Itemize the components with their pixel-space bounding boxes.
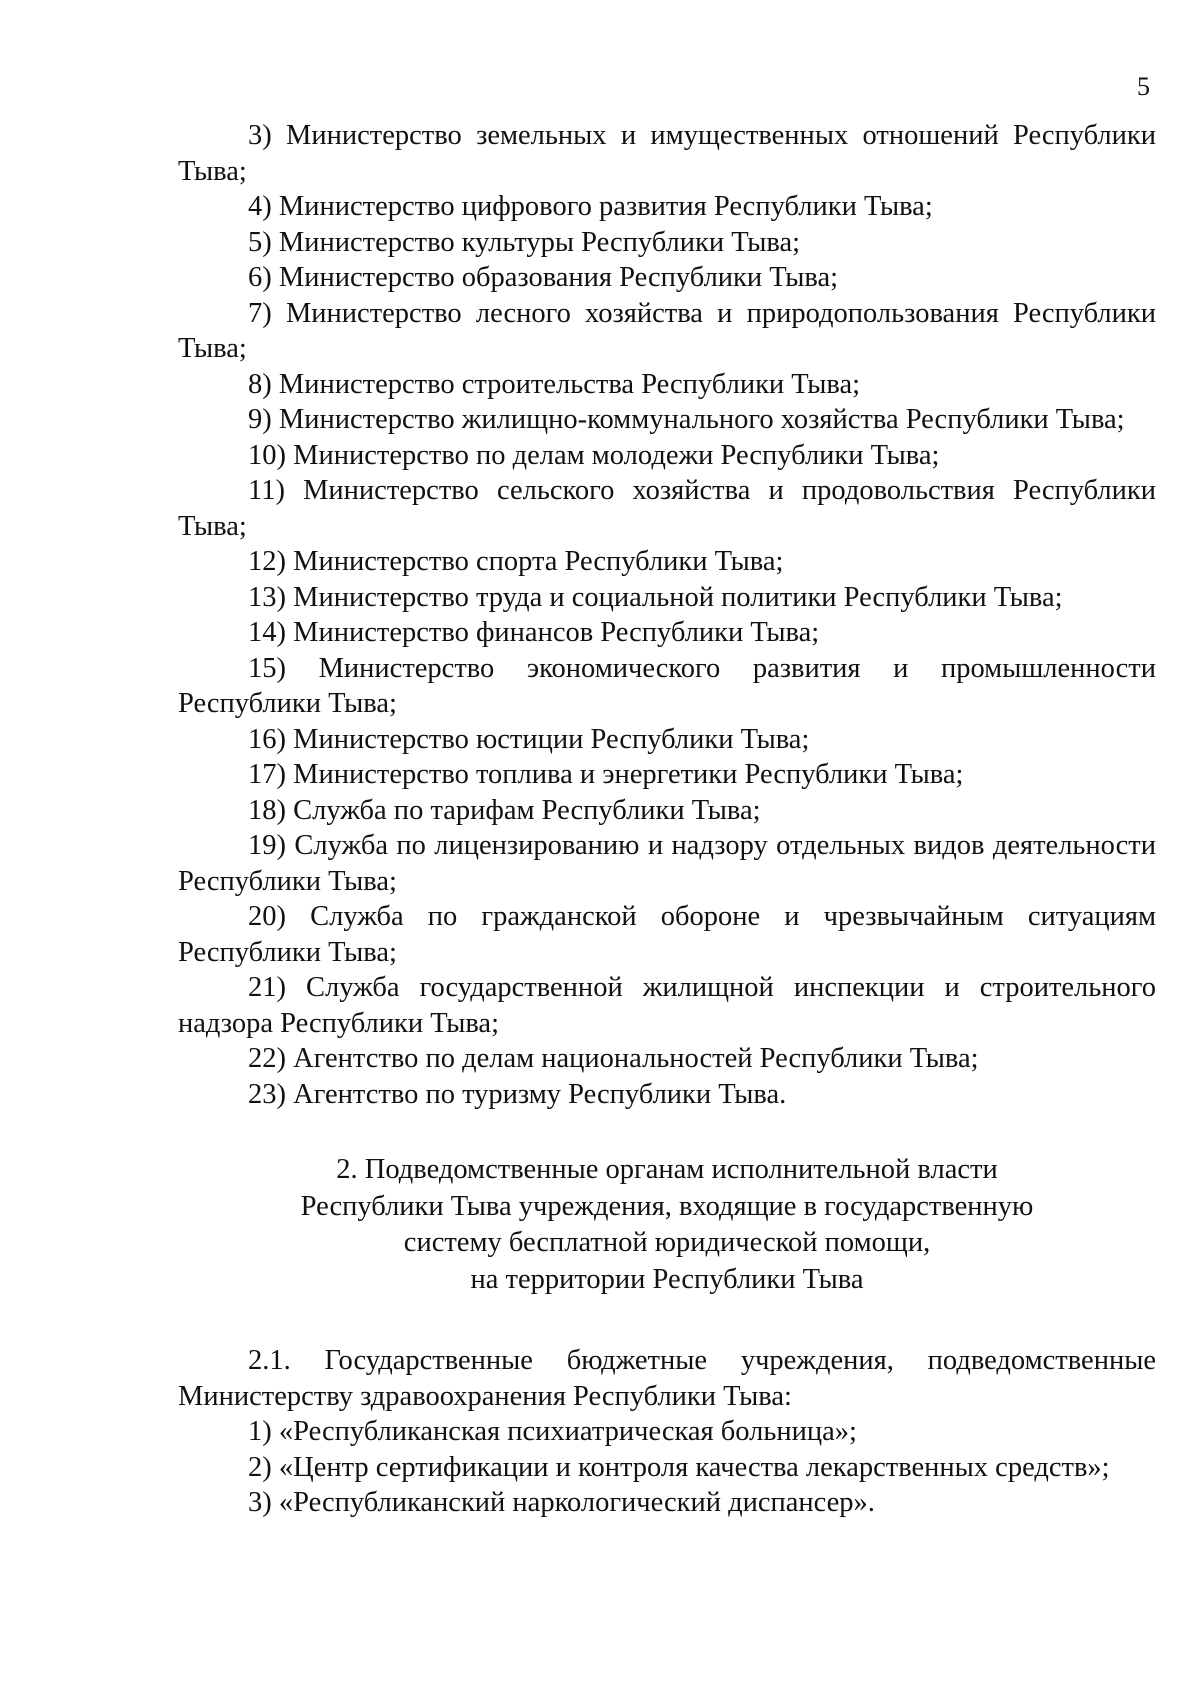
- list-item: 7) Министерство лесного хозяйства и природопользования Республики Тыва;: [178, 297, 1156, 364]
- list-item: 20) Служба по гражданской обороне и чрезвычайным ситуациям Республики Тыва;: [178, 901, 1156, 968]
- list-item: 19) Служба по лицензированию и надзору отдельных видов деятельности Республики Тыва;: [178, 830, 1156, 897]
- list-item: 16) Министерство юстиции Республики Тыва;: [248, 723, 810, 755]
- list-item: 12) Министерство спорта Республики Тыва;: [248, 546, 784, 577]
- section-heading-line: систему бесплатной юридической помощи,: [403, 1227, 931, 1258]
- list-item: 4) Министерство цифрового развития Республики Тыва;: [248, 191, 933, 222]
- list-item: 6) Министерство образования Республики Тыва;: [248, 262, 839, 293]
- list-item: 5) Министерство культуры Республики Тыва;: [248, 226, 801, 258]
- list-item: 8) Министерство строительства Республики Тыва;: [248, 368, 861, 400]
- list-item: 11) Министерство сельского хозяйства и продовольствия Республики Тыва;: [178, 475, 1156, 542]
- document-body: [178, 118, 1156, 1521]
- list-item: 14) Министерство финансов Республики Тыва;: [248, 617, 820, 648]
- section-heading-line: на территории Республики Тыва: [470, 1263, 864, 1295]
- list-item: 17) Министерство топлива и энергетики Республики Тыва;: [248, 759, 964, 790]
- section-heading-line: 2. Подведомственные органам исполнительной власти: [336, 1154, 998, 1185]
- list-item: 18) Служба по тарифам Республики Тыва;: [248, 794, 761, 826]
- executive-bodies-list: [178, 118, 1156, 1112]
- list-item: 21) Служба государственной жилищной инспекции и строительного надзора Республики Тыва;: [178, 972, 1156, 1039]
- list-item: 2) «Центр сертификации и контроля качества лекарственных средств»;: [248, 1451, 1110, 1483]
- list-item: 1) «Республиканская психиатрическая больница»;: [248, 1416, 857, 1447]
- subsection-intro: 2.1. Государственные бюджетные учреждения, подведомственные Министерству здравоохранения Республики Тыва:: [178, 1345, 1156, 1412]
- list-item: 10) Министерство по делам молодежи Республики Тыва;: [248, 439, 940, 471]
- list-item: 22) Агентство по делам национальностей Республики Тыва;: [248, 1043, 979, 1074]
- list-item: 3) «Республиканский наркологический диспансер».: [248, 1487, 875, 1518]
- list-item: 13) Министерство труда и социальной политики Республики Тыва;: [248, 581, 1063, 613]
- list-item: 3) Министерство земельных и имущественных отношений Республики Тыва;: [178, 120, 1156, 187]
- list-item: 9) Министерство жилищно-коммунального хозяйства Республики Тыва;: [248, 404, 1125, 435]
- section-heading: [178, 1152, 1156, 1298]
- page-number: 5: [1137, 72, 1150, 101]
- section-heading-line: Республики Тыва учреждения, входящие в государственную: [300, 1190, 1034, 1222]
- list-item: 23) Агентство по туризму Республики Тыва.: [248, 1078, 787, 1110]
- list-item: 15) Министерство экономического развития и промышленности Республики Тыва;: [178, 652, 1156, 719]
- subsection: [178, 1343, 1156, 1521]
